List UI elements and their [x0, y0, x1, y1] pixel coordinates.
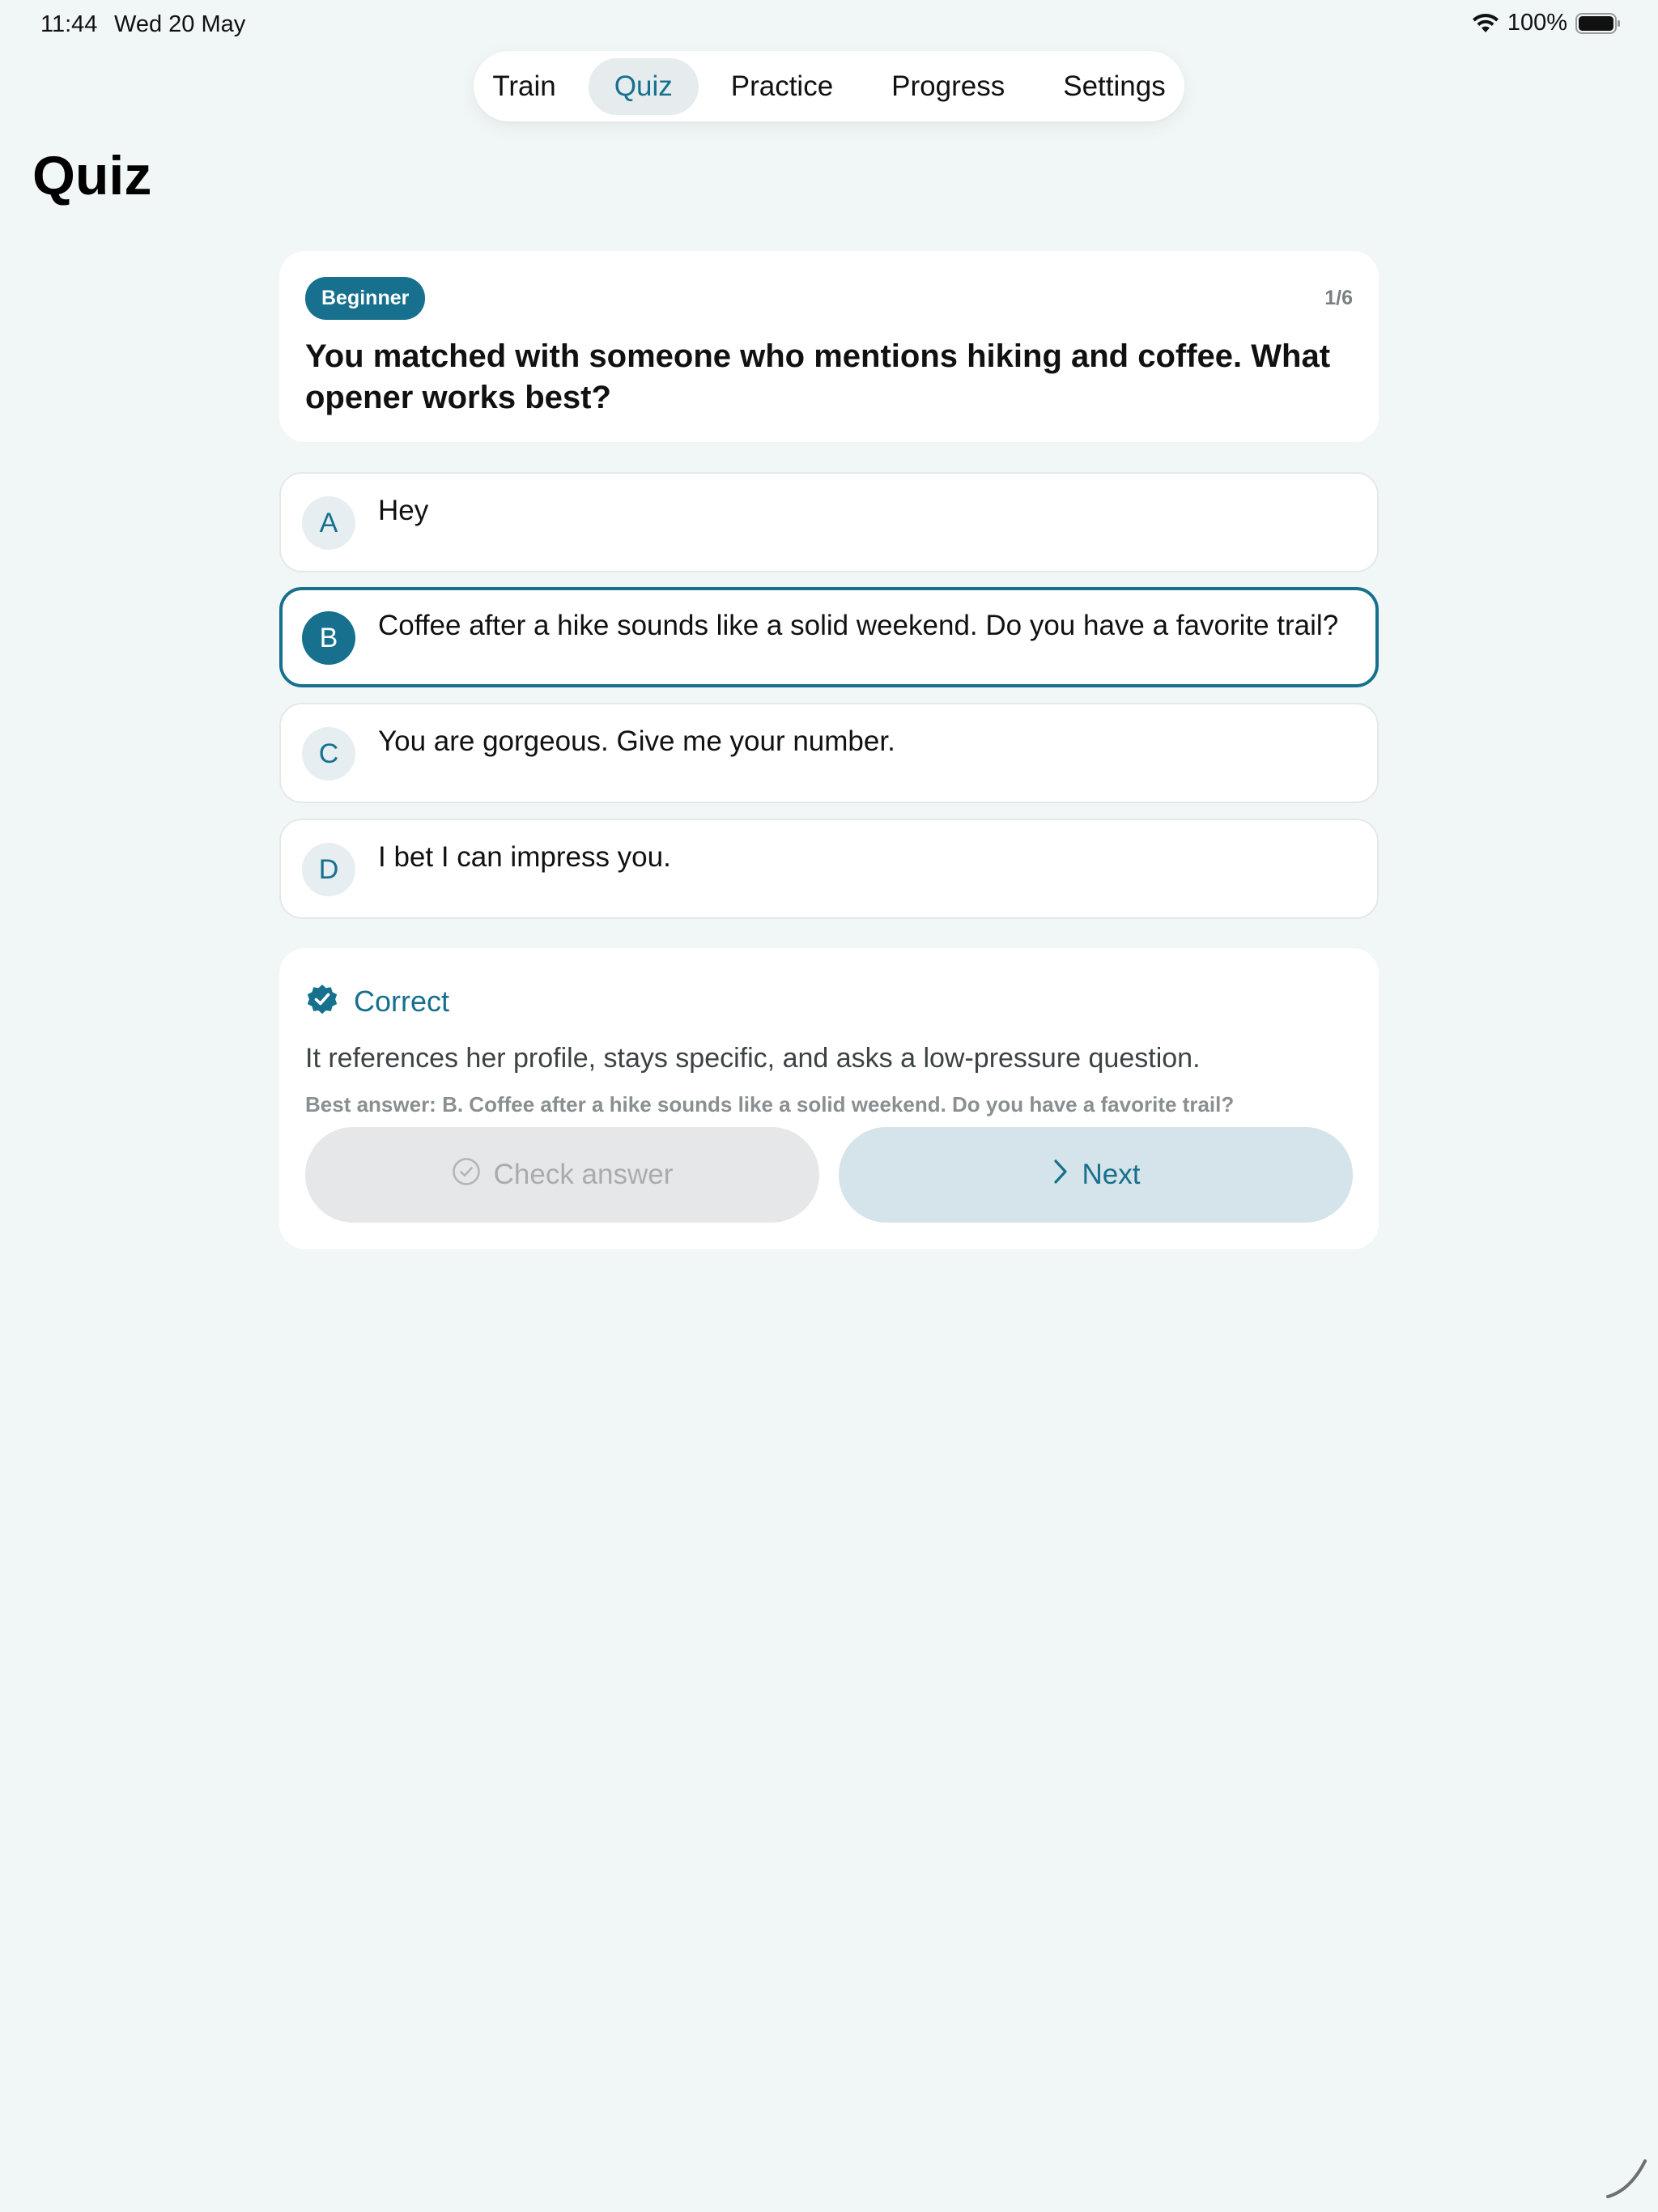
question-text: You matched with someone who mentions hiking and coffee. What opener works best? — [305, 338, 1331, 415]
option-text: Hey — [378, 495, 429, 526]
tab-train[interactable]: Train — [492, 70, 556, 102]
status-date: Wed 20 May — [114, 11, 246, 37]
feedback-header — [305, 982, 1353, 1020]
battery-percent: 100% — [1507, 10, 1567, 36]
option-a[interactable] — [279, 472, 1379, 572]
feedback-title: Correct — [354, 984, 450, 1018]
next-label: Next — [1082, 1159, 1141, 1190]
status-indicators — [1472, 10, 1621, 36]
check-answer-label: Check answer — [493, 1159, 674, 1190]
option-text: I bet I can impress you. — [378, 841, 671, 873]
option-letter: B — [302, 611, 355, 665]
tab-practice[interactable]: Practice — [730, 70, 834, 102]
feedback-explanation: It references her profile, stays specific, and asks a low-pressure question. — [305, 1043, 1201, 1074]
option-letter: A — [302, 496, 355, 550]
check-circle-icon — [452, 1157, 481, 1193]
option-text: You are gorgeous. Give me your number. — [378, 725, 895, 757]
tab-progress[interactable]: Progress — [891, 70, 1005, 102]
next-button[interactable] — [839, 1127, 1353, 1223]
wifi-icon — [1472, 13, 1499, 34]
action-buttons — [305, 1127, 1353, 1223]
page-title: Quiz — [32, 145, 152, 206]
option-d[interactable] — [279, 819, 1379, 919]
option-letter: D — [302, 843, 355, 896]
option-text: Coffee after a hike sounds like a solid weekend. Do you have a favorite trail? — [378, 610, 1339, 641]
pencil-indicator-icon — [1603, 2153, 1652, 2206]
level-badge: Beginner — [305, 277, 425, 320]
feedback-card — [279, 948, 1379, 1249]
question-card — [279, 251, 1379, 442]
option-c[interactable] — [279, 703, 1379, 803]
best-answer: Best answer: B. Coffee after a hike sounds like a solid weekend. Do you have a favorite trail? — [305, 1092, 1235, 1117]
option-letter: C — [302, 727, 355, 781]
chevron-right-icon — [1052, 1158, 1069, 1193]
tab-bar — [474, 51, 1184, 121]
check-answer-button[interactable] — [305, 1127, 819, 1223]
verified-check-icon — [305, 982, 339, 1020]
status-time: 11:44 — [40, 11, 98, 37]
tab-settings[interactable]: Settings — [1063, 70, 1166, 102]
question-counter: 1/6 — [1324, 287, 1353, 309]
battery-icon — [1575, 13, 1621, 34]
status-bar — [0, 0, 1658, 52]
tab-quiz[interactable]: Quiz — [589, 58, 699, 115]
option-b[interactable] — [279, 587, 1379, 687]
